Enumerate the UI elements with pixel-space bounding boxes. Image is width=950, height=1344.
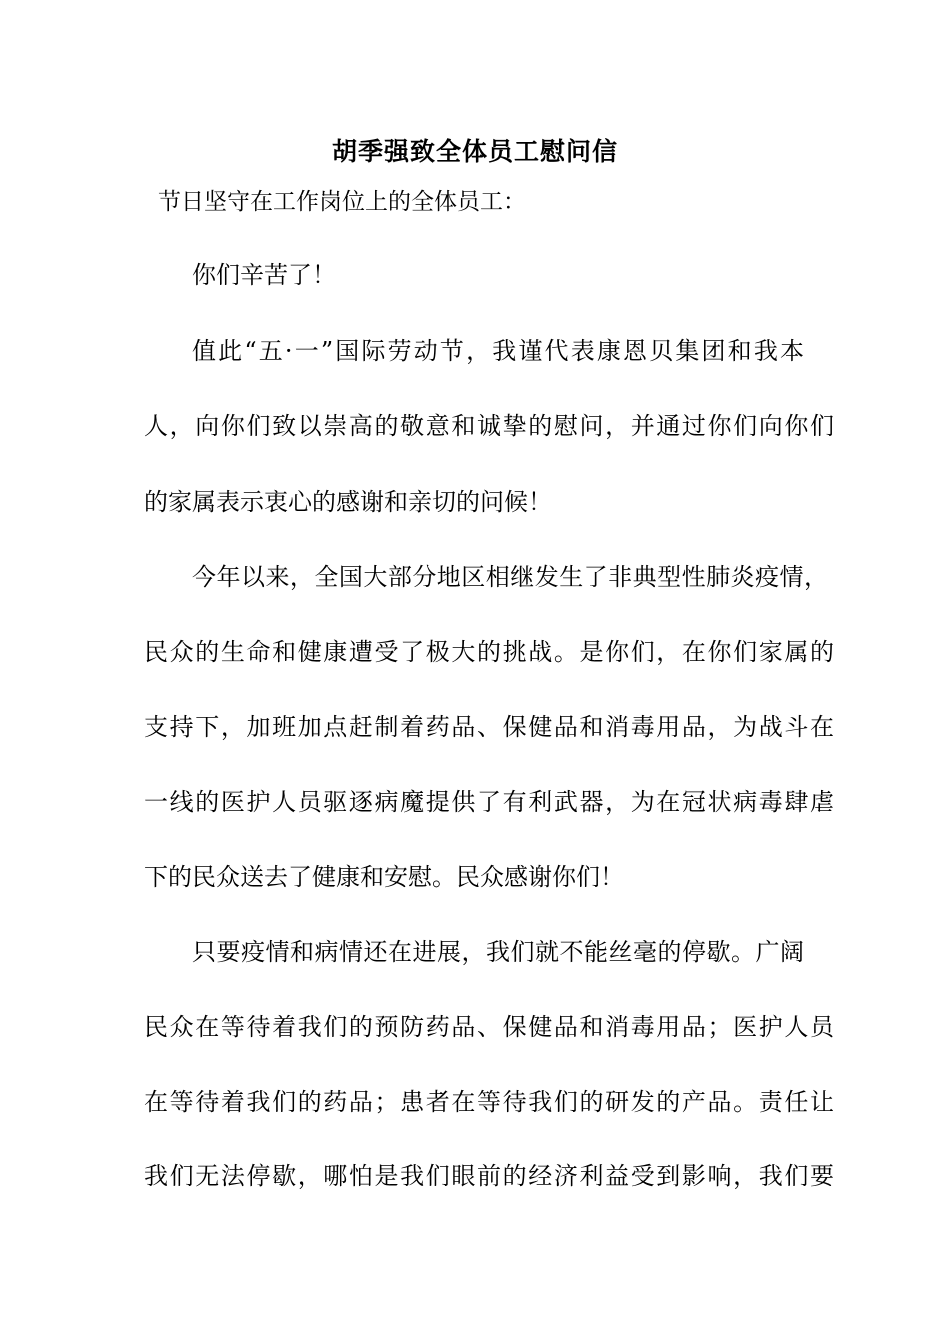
body-line: 今年以来，全国大部分地区相继发生了非典型性肺炎疫情， [192,563,828,591]
salutation: 节日坚守在工作岗位上的全体员工： [158,189,526,215]
body-line: 人，向你们致以崇高的敬意和诚挚的慰问，并通过你们向你们 [144,412,834,440]
body-line: 一线的医护人员驱逐病魔提供了有利武器，为在冠状病毒肆虐 [144,788,834,816]
body-line: 在等待着我们的药品；患者在等待我们的研发的产品。责任让 [144,1088,834,1116]
body-line: 只要疫情和病情还在进展，我们就不能丝毫的停歇。广阔 [192,938,804,966]
body-line: 我们无法停歇，哪怕是我们眼前的经济利益受到影响，我们要 [144,1162,834,1190]
body-line: 你们辛苦了！ [192,261,336,289]
body-line: 下的民众送去了健康和安慰。民众感谢你们！ [144,863,624,891]
body-line: 的家属表示衷心的感谢和亲切的问候！ [144,488,552,516]
document-title: 胡季强致全体员工慰问信 [331,137,618,166]
body-line: 民众在等待着我们的预防药品、保健品和消毒用品；医护人员 [144,1013,834,1041]
body-line: 值此“五·一”国际劳动节，我谨代表康恩贝集团和我本 [192,337,804,365]
body-line: 支持下，加班加点赶制着药品、保健品和消毒用品，为战斗在 [144,713,834,741]
body-line: 民众的生命和健康遭受了极大的挑战。是你们，在你们家属的 [144,638,834,666]
